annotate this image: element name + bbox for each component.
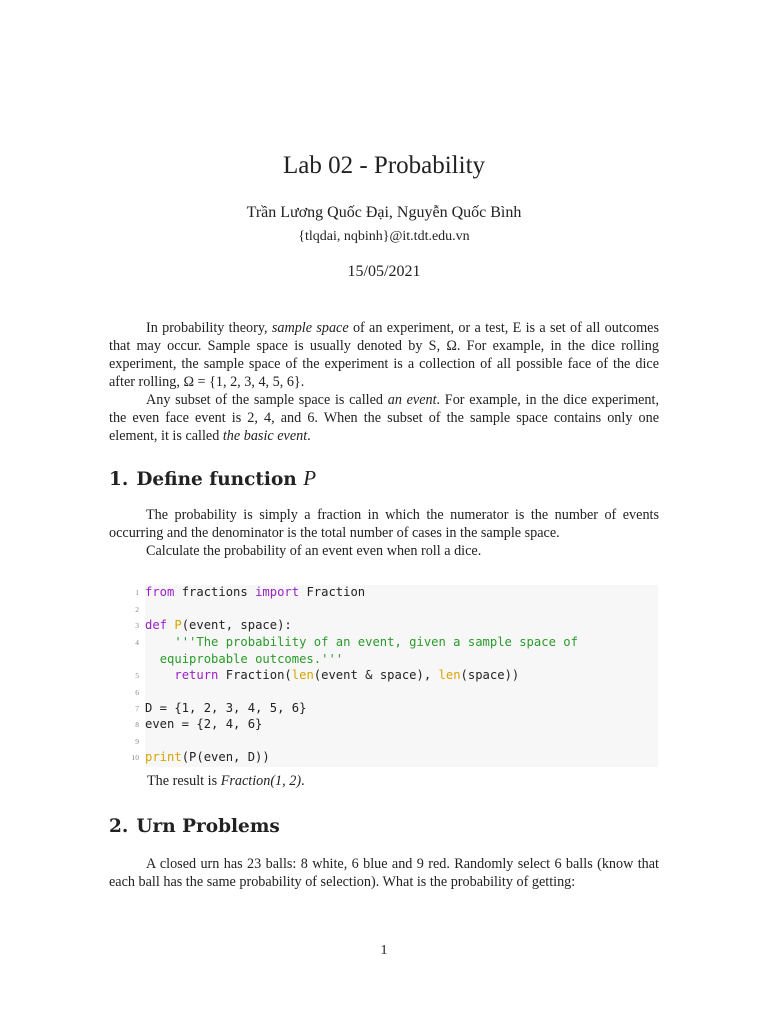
code-line: 9 <box>135 737 139 746</box>
section-1-paragraph-1: The probability is simply a fraction in which the numerator is the number of events occurring and the denominator is the total number of cases in the sample space. <box>109 507 659 541</box>
section-1-text <box>109 506 659 560</box>
authors: Trần Lương Quốc Đại, Nguyễn Quốc Bình <box>246 204 522 221</box>
code-line: 8 even = {2, 4, 6} <box>135 717 263 731</box>
intro-paragraph-1: In probability theory, sample space of an experiment, or a test, E is a set of all outcomes that may occur. Sample space is usually denoted by S, Ω. For example, in the dice rolling experiment, the sample space of the experiment is a collection of all possible face of the dice after rolling, Ω = {1, 2, 3, 4, 5, 6}. <box>109 320 659 390</box>
code-line: 5 return Fraction(len(event & space), len(space)) <box>135 668 520 682</box>
section-2-text <box>109 855 659 891</box>
code-result: The result is Fraction(1, 2). <box>147 773 305 789</box>
code-block <box>131 585 658 767</box>
document-date: 15/05/2021 <box>347 263 421 280</box>
code-line: 1 from fractions import Fraction <box>135 585 366 599</box>
code-line: 3 def P(event, space): <box>135 618 292 632</box>
section-1-paragraph-2: Calculate the probability of an event even when roll a dice. <box>146 543 482 559</box>
code-line: 10 print(P(even, D)) <box>131 750 270 764</box>
code-line: 4 '''The probability of an event, given a sample space of <box>135 635 578 649</box>
page-title: Lab 02 - Probability <box>282 152 486 179</box>
page-number: 1 <box>380 943 388 958</box>
author-email: {tlqdai, nqbinh}@it.tdt.edu.vn <box>298 229 470 244</box>
section-1-heading: 1. Define function P <box>109 466 317 490</box>
intro-paragraph-2: Any subset of the sample space is called an event. For example, in the dice experiment, the even face event is 2, 4, and 6. When the subset of the sample space contains only one element, it is called the basic event. <box>109 392 659 444</box>
code-line-continuation: equiprobable outcomes.''' <box>159 652 344 666</box>
code-line: 7 D = {1, 2, 3, 4, 5, 6} <box>135 701 307 715</box>
section-2-paragraph-1: A closed urn has 23 balls: 8 white, 6 blue and 9 red. Randomly select 6 balls (know that each ball has the same probability of selection). What is the probability of getting: <box>109 856 659 890</box>
code-line: 2 <box>135 605 139 614</box>
section-2-heading: 2. Urn Problems <box>109 816 280 837</box>
intro-text <box>109 319 659 445</box>
code-line: 6 <box>135 688 139 697</box>
